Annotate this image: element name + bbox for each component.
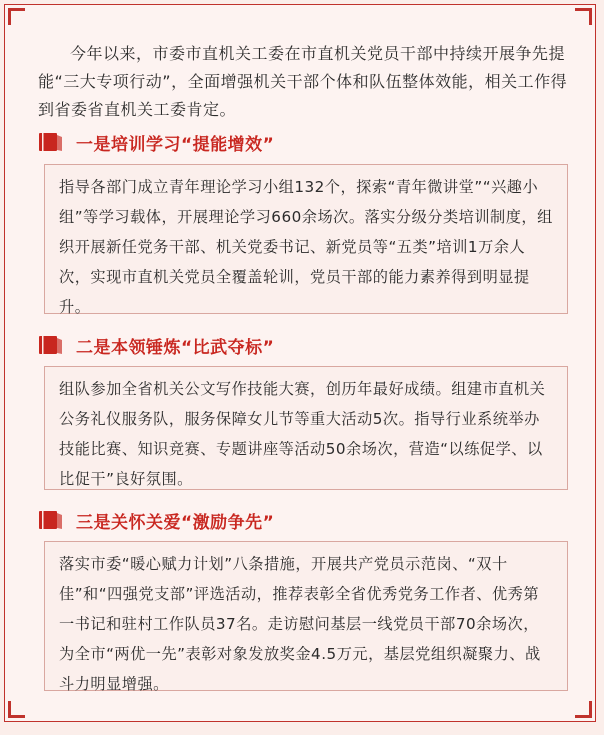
- section-heading-2: [38, 333, 274, 357]
- section-body: 指导各部门成立青年理论学习小组132个，探索“青年微讲堂”“兴趣小组”等学习载体，开展理论学习660余场次。落实分级分类培训制度，组织开展新任党务干部、机关党委书记、新党员等“五类”培训1万余人次，实现市直机关党员全覆盖轮训，党员干部的能力素养得到明显提升。: [59, 178, 553, 316]
- corner-ornament: [8, 701, 25, 718]
- section-box-2: [44, 366, 568, 490]
- corner-ornament: [575, 701, 592, 718]
- section-box-3: [44, 541, 568, 691]
- section-box-1: [44, 164, 568, 314]
- book-icon: [38, 510, 64, 530]
- book-icon: [38, 335, 64, 355]
- intro-paragraph: 今年以来，市委市直机关工委在市直机关党员干部中持续开展争先提能“三大专项行动”，全面增强机关干部个体和队伍整体效能，相关工作得到省委省直机关工委肯定。: [38, 44, 568, 119]
- book-icon: [38, 132, 64, 152]
- section-heading-1: [38, 130, 274, 154]
- section-body: 组队参加全省机关公文写作技能大赛，创历年最好成绩。组建市直机关公务礼仪服务队，服务保障女儿节等重大活动5次。指导行业系统举办技能比赛、知识竞赛、专题讲座等活动50余场次，营造“以练促学、以比促干”良好氛围。: [59, 380, 546, 488]
- corner-ornament: [8, 8, 25, 25]
- section-body: 落实市委“暖心赋力计划”八条措施，开展共产党员示范岗、“双十佳”和“四强党支部”评选活动，推荐表彰全省优秀党务工作者、优秀第一书记和驻村工作队员37名。走访慰问基层一线党员干部70余场次，为全市“两优一先”表彰对象发放奖金4.5万元，基层党组织凝聚力、战斗力明显增强。: [59, 555, 541, 693]
- section-title: 二是本领锤炼“比武夺标”: [76, 337, 275, 358]
- section-title: 三是关怀关爱“激励争先”: [76, 512, 275, 533]
- corner-ornament: [575, 8, 592, 25]
- section-title: 一是培训学习“提能增效”: [76, 134, 275, 155]
- section-heading-3: [38, 508, 274, 532]
